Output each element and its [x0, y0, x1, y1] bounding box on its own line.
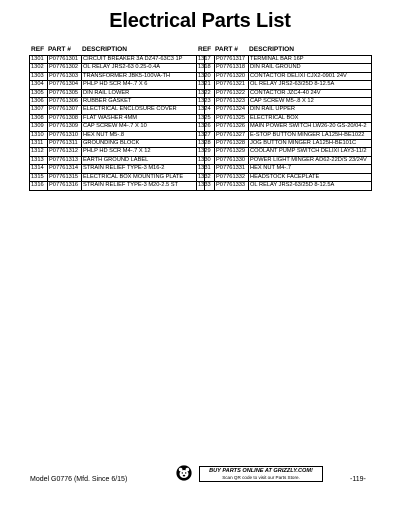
- table-row: [30, 173, 205, 181]
- description-cell: CIRCUIT BREAKER 3A DZ47-63C3 1P: [82, 56, 205, 64]
- part-number-cell: P07761332: [215, 173, 249, 181]
- description-cell: FLAT WASHER 4MM: [82, 114, 205, 122]
- table-row: [197, 72, 372, 80]
- table-row: [30, 148, 205, 156]
- ref-cell: 1329: [197, 148, 215, 156]
- table-row: [30, 81, 205, 89]
- ref-cell: 1315: [30, 173, 48, 181]
- part-number-cell: P07761311: [48, 140, 82, 148]
- table-row: [197, 98, 372, 106]
- description-cell: OL RELAY JRS2-63 0.25-0.4A: [82, 64, 205, 72]
- part-number-cell: P07761317: [215, 56, 249, 64]
- right-column-headers: [196, 45, 372, 55]
- table-row: [30, 182, 205, 190]
- description-cell: E-STOP BUTTON MINGER LA125H-BE1022: [249, 131, 372, 139]
- description-cell: ELECTRICAL ENCLOSURE COVER: [82, 106, 205, 114]
- description-column-header: DESCRIPTION: [82, 46, 128, 53]
- ref-cell: 1320: [197, 72, 215, 80]
- part-number-cell: P07761333: [215, 182, 249, 190]
- ref-cell: 1328: [197, 140, 215, 148]
- part-number-cell: P07761301: [48, 56, 82, 64]
- ref-column-header: REF: [198, 46, 212, 53]
- part-number-cell: P07761316: [48, 182, 82, 190]
- table-row: [30, 131, 205, 139]
- part-number-cell: P07761315: [48, 173, 82, 181]
- part-number-cell: P07761324: [215, 106, 249, 114]
- part-number-cell: P07761309: [48, 123, 82, 131]
- table-row: [30, 64, 205, 72]
- ref-cell: 1324: [197, 106, 215, 114]
- description-cell: ELECTRICAL BOX MOUNTING PLATE: [82, 173, 205, 181]
- description-cell: STRAIN RELIEF TYPE-3 M20-2.5 ST: [82, 182, 205, 190]
- ref-cell: 1311: [30, 140, 48, 148]
- description-cell: CONTACTOR DELIXI CJX2-0901 24V: [249, 72, 372, 80]
- table-row: [197, 89, 372, 97]
- ref-cell: 1333: [197, 182, 215, 190]
- part-number-cell: P07761305: [48, 89, 82, 97]
- table-row: [197, 165, 372, 173]
- part-number-cell: P07761321: [215, 81, 249, 89]
- table-row: [197, 64, 372, 72]
- description-cell: HEX NUT M4-.7: [249, 165, 372, 173]
- part-number-cell: P07761308: [48, 114, 82, 122]
- parts-store-promo[interactable]: [199, 466, 323, 482]
- part-number-cell: P07761310: [48, 131, 82, 139]
- description-cell: CAP SCREW M4-.7 X 10: [82, 123, 205, 131]
- table-row: [197, 123, 372, 131]
- description-cell: DIN RAIL GROUND: [249, 64, 372, 72]
- part-number-cell: P07761331: [215, 165, 249, 173]
- part-number-cell: P07761313: [48, 156, 82, 164]
- table-row: [30, 98, 205, 106]
- description-cell: COOLANT PUMP SWITCH DELIXI LAY3-11/2: [249, 148, 372, 156]
- model-label: Model G0776 (Mfd. Since 6/15): [30, 476, 128, 483]
- table-row: [30, 165, 205, 173]
- part-number-cell: P07761325: [215, 114, 249, 122]
- ref-cell: 1313: [30, 156, 48, 164]
- ref-cell: 1306: [30, 98, 48, 106]
- right-parts-table: [196, 45, 372, 191]
- description-cell: EARTH GROUND LABEL: [82, 156, 205, 164]
- part-number-cell: P07761322: [215, 89, 249, 97]
- ref-cell: 1305: [30, 89, 48, 97]
- table-row: [30, 56, 205, 64]
- ref-cell: 1310: [30, 131, 48, 139]
- ref-cell: 1321: [197, 81, 215, 89]
- grizzly-bear-icon: [176, 465, 192, 481]
- table-row: [197, 131, 372, 139]
- description-cell: ELECTRICAL BOX: [249, 114, 372, 122]
- description-column-header: DESCRIPTION: [249, 46, 295, 53]
- table-row: [197, 173, 372, 181]
- part-number-cell: P07761318: [215, 64, 249, 72]
- description-cell: PHLP HD SCR M4-.7 X 12: [82, 148, 205, 156]
- table-row: [197, 81, 372, 89]
- page-title: Electrical Parts List: [109, 10, 291, 32]
- table-row: [197, 182, 372, 190]
- ref-cell: 1323: [197, 98, 215, 106]
- part-column-header: PART #: [48, 46, 71, 53]
- table-row: [197, 106, 372, 114]
- promo-subtext: Scan QR code to visit our Parts Store.: [222, 474, 300, 480]
- part-number-cell: P07761302: [48, 64, 82, 72]
- page-number: -119-: [350, 476, 366, 483]
- part-number-cell: P07761326: [215, 123, 249, 131]
- part-number-cell: P07761303: [48, 72, 82, 80]
- description-cell: CAP SCREW M5-.8 X 12: [249, 98, 372, 106]
- description-cell: GROUNDING BLOCK: [82, 140, 205, 148]
- part-number-cell: P07761329: [215, 148, 249, 156]
- table-row: [30, 114, 205, 122]
- table-row: [30, 106, 205, 114]
- table-row: [30, 123, 205, 131]
- ref-cell: 1331: [197, 165, 215, 173]
- ref-cell: 1316: [30, 182, 48, 190]
- table-row: [197, 140, 372, 148]
- description-cell: POWER LIGHT MINGER AD62-22D/S 23/24V: [249, 156, 372, 164]
- part-number-cell: P07761328: [215, 140, 249, 148]
- description-cell: OL RELAY JRS2-63/25D 8-12.5A: [249, 81, 372, 89]
- part-column-header: PART #: [215, 46, 238, 53]
- left-parts-table: [29, 45, 205, 191]
- part-number-cell: P07761312: [48, 148, 82, 156]
- description-cell: TERMINAL BAR 16P: [249, 56, 372, 64]
- part-number-cell: P07761304: [48, 81, 82, 89]
- description-cell: RUBBER GASKET: [82, 98, 205, 106]
- table-row: [197, 156, 372, 164]
- ref-cell: 1318: [197, 64, 215, 72]
- part-number-cell: P07761306: [48, 98, 82, 106]
- ref-cell: 1307: [30, 106, 48, 114]
- part-number-cell: P07761307: [48, 106, 82, 114]
- table-row: [30, 140, 205, 148]
- table-row: [30, 89, 205, 97]
- promo-headline: BUY PARTS ONLINE AT GRIZZLY.COM!: [209, 468, 313, 474]
- ref-cell: 1322: [197, 89, 215, 97]
- table-row: [30, 72, 205, 80]
- ref-cell: 1303: [30, 72, 48, 80]
- ref-cell: 1312: [30, 148, 48, 156]
- part-number-cell: P07761327: [215, 131, 249, 139]
- description-cell: TRANSFORMER JBK5-100VA-TH: [82, 72, 205, 80]
- description-cell: CONTACTOR JZC4-40 24V: [249, 89, 372, 97]
- table-row: [197, 148, 372, 156]
- ref-cell: 1301: [30, 56, 48, 64]
- description-cell: HEX NUT M5-.8: [82, 131, 205, 139]
- description-cell: PHLP HD SCR M4-.7 X 6: [82, 81, 205, 89]
- right-table: [196, 55, 372, 191]
- ref-cell: 1302: [30, 64, 48, 72]
- description-cell: DIN RAIL LOWER: [82, 89, 205, 97]
- ref-cell: 1330: [197, 156, 215, 164]
- ref-cell: 1327: [197, 131, 215, 139]
- left-column-headers: [29, 45, 205, 55]
- description-cell: OL RELAY JRS2-63/25D 8-12.5A: [249, 182, 372, 190]
- ref-cell: 1325: [197, 114, 215, 122]
- ref-cell: 1317: [197, 56, 215, 64]
- ref-cell: 1332: [197, 173, 215, 181]
- description-cell: MAIN POWER SWITCH LW26-20 GS-20/04-2: [249, 123, 372, 131]
- table-row: [30, 156, 205, 164]
- ref-cell: 1304: [30, 81, 48, 89]
- description-cell: STRAIN RELIEF TYPE-3 M16-2: [82, 165, 205, 173]
- part-number-cell: P07761323: [215, 98, 249, 106]
- description-cell: HEADSTOCK FACEPLATE: [249, 173, 372, 181]
- part-number-cell: P07761330: [215, 156, 249, 164]
- ref-cell: 1314: [30, 165, 48, 173]
- table-row: [197, 56, 372, 64]
- left-table: [29, 55, 205, 191]
- part-number-cell: P07761320: [215, 72, 249, 80]
- description-cell: JOG BUTTON MINGER LA125H-BE101C: [249, 140, 372, 148]
- ref-column-header: REF: [31, 46, 45, 53]
- ref-cell: 1309: [30, 123, 48, 131]
- ref-cell: 1326: [197, 123, 215, 131]
- ref-cell: 1308: [30, 114, 48, 122]
- table-row: [197, 114, 372, 122]
- description-cell: DIN RAIL UPPER: [249, 106, 372, 114]
- part-number-cell: P07761314: [48, 165, 82, 173]
